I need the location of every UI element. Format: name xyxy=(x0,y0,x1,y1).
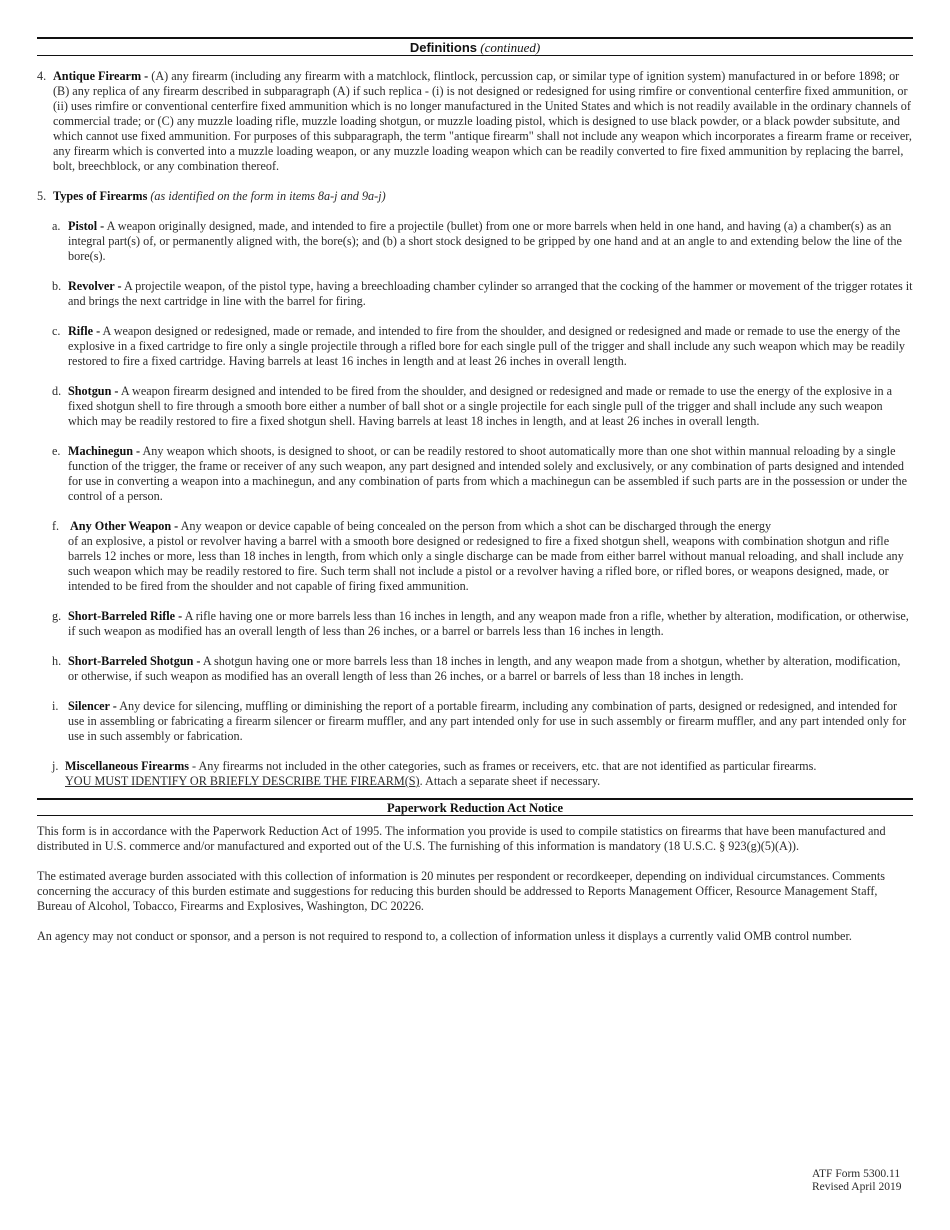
definition-text: A weapon firearm designed and intended to be fired from the shoulder, and designed or redesigned and made or remade to use the energy of the explosive in a fixed shotgun shell to fire through a smooth bore either a number of ball shot or a single projectile for each single pull of the trigger and shall include any such weapon which may be readily restored to fire a fixed shotgun shell. Having barrels at least 18 inches in length, and at least 26 inches in overall length. xyxy=(68,384,893,428)
firearm-type-short-barreled-shotgun xyxy=(37,654,913,684)
item-letter: i. xyxy=(52,699,59,713)
item-letter: b. xyxy=(52,279,62,293)
item-number: 4. xyxy=(37,69,47,83)
form-revision-date: Revised April 2019 xyxy=(812,1181,902,1193)
term-antique-firearm: Antique Firearm - xyxy=(53,69,149,83)
term-miscellaneous-firearms: Miscellaneous Firearms xyxy=(65,759,189,773)
term-pistol: Pistol - xyxy=(68,219,105,233)
item-letter: j. xyxy=(52,759,59,773)
term-revolver: Revolver - xyxy=(68,279,122,293)
definition-text: (A) any firearm (including any firearm with a matchlock, flintlock, percussion cap, or similar type of ignition system) manufactured in or before 1898; or (B) any replica of any firearm described in subparagraph (A) if such replica - (i) is not designed or redesigned for using rimfire or conventional centerfire fixed ammunition, or (ii) uses rimfire or conventional centerfire fixed ammunition which is no longer manufactured in the United States and which is not readily available in the ordinary channels of commercial trade; or (C) any muzzle loading rifle, muzzle loading shotgun, or muzzle loading pistol, which is designed to use black powder, or a black powder subsitute, and which cannot use fixed ammunition. For purposes of this subparagraph, the term "antique firearm" shall not include any weapon which incorporates a firearm frame or receiver, any firearm which is converted into a muzzle loading weapon, or any muzzle loading weapon which can be readily converted to fire fixed ammunition by replacing the barrel, bolt, breechblock, or any combination thereof. xyxy=(53,69,912,173)
term-types-of-firearms: Types of Firearms xyxy=(53,189,148,203)
definitions-heading-rule xyxy=(37,55,913,56)
firearm-type-revolver xyxy=(37,279,913,309)
term-short-barreled-rifle: Short-Barreled Rifle - xyxy=(68,609,183,623)
definition-text: A projectile weapon, of the pistol type, having a breechloading chamber cylinder so arranged that the cocking of the hammer or movement of the trigger rotates it and brings the next cartridge in line with the barrel for firing. xyxy=(68,279,913,308)
item-letter: d. xyxy=(52,384,62,398)
firearm-type-short-barreled-rifle xyxy=(37,609,913,639)
firearm-type-shotgun xyxy=(37,384,913,429)
definition-text: A weapon designed or redesigned, made or remade, and intended to fire from the shoulder, and designed or redesigned and made or remade to use the energy of the explosive in a fixed cartridge to fire only a single projectile through a rifled bore for each single pull of the trigger and shall include any such weapon which may be readily restored to fire a fixed cartridge. Having barrels at least 16 inches in length and at least 26 inches in overall length. xyxy=(68,324,905,368)
definition-antique-firearm xyxy=(37,69,913,174)
paperwork-paragraph: The estimated average burden associated with this collection of information is 20 minutes per respondent or recordkeeper, depending on individual circumstances. Comments concerning the accuracy of this burden estimate and suggestions for reducing this burden should be addressed to Reports Management Officer, Resource Management Staff, Bureau of Alcohol, Tobacco, Firearms and Explosives, Washington, DC 20226. xyxy=(37,869,885,913)
definition-text-first-line: Any weapon or device capable of being concealed on the person from which a shot can be discharged through the energy xyxy=(180,519,772,533)
definition-text: A weapon originally designed, made, and intended to fire a projectile (bullet) from one or more barrels when held in one hand, and having (a) a chamber(s) as an integral part(s) of, or permanently aligned with, the bore(s); and (b) a short stock designed to be gripped by one hand and at an angle to and extending below the line of the bore(s). xyxy=(68,219,902,263)
definition-text: Any weapon which shoots, is designed to shoot, or can be readily restored to shoot automatically more than one shot within mannual reloading by a single function of the trigger, the frame or receiver of any such weapon, any part designed and intended solely and exclusively, or any combination of parts designed and intended for use in converting a weapon into a machinegun, and any combination of parts from which a machinegun can be assembled if such parts are in the possession or under the control of a person. xyxy=(68,444,907,503)
term-any-other-weapon: Any Other Weapon - xyxy=(70,519,179,533)
document-page xyxy=(37,37,913,944)
definition-text: Any device for silencing, muffling or diminishing the report of a portable firearm, including any combination of parts, designed or redesigned, and intended for use in assembling or fabricating a firearm silencer or firearm muffler, and any part intended only for use in such assembly or firearm muffler, and any part intended only for use in such assembly or fabrication. xyxy=(68,699,907,743)
item-letter: h. xyxy=(52,654,62,668)
item-letter: c. xyxy=(52,324,61,338)
identify-firearm-instruction: YOU MUST IDENTIFY OR BRIEFLY DESCRIBE THE FIREARM(S) xyxy=(65,774,420,788)
item-letter: e. xyxy=(52,444,61,458)
definition-types-of-firearms xyxy=(37,189,913,204)
paperwork-heading xyxy=(37,800,913,815)
term-shotgun: Shotgun - xyxy=(68,384,119,398)
definitions-title-continued: (continued) xyxy=(480,40,541,55)
firearm-type-any-other-weapon xyxy=(37,519,913,594)
term-machinegun: Machinegun - xyxy=(68,444,141,458)
firearm-type-rifle xyxy=(37,324,913,369)
term-rifle: Rifle - xyxy=(68,324,101,338)
item-number: 5. xyxy=(37,189,47,203)
term-short-barreled-shotgun: Short-Barreled Shotgun - xyxy=(68,654,201,668)
form-number: ATF Form 5300.11 xyxy=(812,1168,901,1180)
definition-text: A rifle having one or more barrels less than 16 inches in length, and any weapon made fron a rifle, whether by alteration, modification, or otherwise, if such weapon as modified has an overall length of less than 26 inches, or a barrel or barrels less than 16 inches in length. xyxy=(68,609,909,638)
definition-text: - Any firearms not included in the other categories, such as frames or receivers, etc. that are not identified as particular firearms. xyxy=(192,759,817,773)
paperwork-title: Paperwork Reduction Act Notice xyxy=(386,801,563,815)
firearm-type-machinegun xyxy=(37,444,913,504)
firearm-type-miscellaneous xyxy=(37,759,913,789)
firearm-type-silencer xyxy=(37,699,913,744)
item-letter: g. xyxy=(52,609,62,623)
definition-text: A shotgun having one or more barrels less than 18 inches in length, and any weapon made from a shotgun, whether by alteration, modification, or otherwise, if such weapon as modified has an overall length of less than 26 inches, or a barrel or barrels of less than 18 inches in length. xyxy=(68,654,901,683)
paperwork-paragraph: An agency may not conduct or sponsor, and a person is not required to respond to, a collection of information unless it displays a currently valid OMB control number. xyxy=(37,929,852,943)
paperwork-paragraph: This form is in accordance with the Paperwork Reduction Act of 1995. The information you provide is used to compile statistics on firearms that have been manufactured and distributed in U.S. commerce and/or manufactured and exported out of the U.S. The furnishing of this information is mandatory (18 U.S.C. § 923(g)(5)(A)). xyxy=(37,824,886,853)
instruction-tail: . Attach a separate sheet if necessary. xyxy=(419,774,601,788)
definitions-heading xyxy=(37,39,913,55)
form-footer xyxy=(812,1168,901,1194)
types-subtitle: (as identified on the form in items 8a-j and 9a-j) xyxy=(150,189,386,203)
item-letter: a. xyxy=(52,219,61,233)
term-silencer: Silencer - xyxy=(68,699,117,713)
firearm-type-pistol xyxy=(37,219,913,264)
item-letter: f. xyxy=(52,519,60,533)
definitions-title: Definitions xyxy=(409,40,477,55)
definition-text: of an explosive, a pistol or revolver having a barrel with a smooth bore designed or redesigned to fire a fixed shotgun shell, weapons with combination shotgun and rifle barrels 12 inches or more, less than 18 inches in length, from which only a single discharge can be made from either barrel without manual reloading, and shall include any such weapon which may be readily restored to fire. Such term shall not include a pistol or a revolver having a rifled bore, or rifled bores, or weapons designed, made, or intended to be fired from the shoulder and not capable of firing fixed ammunition. xyxy=(68,534,904,593)
